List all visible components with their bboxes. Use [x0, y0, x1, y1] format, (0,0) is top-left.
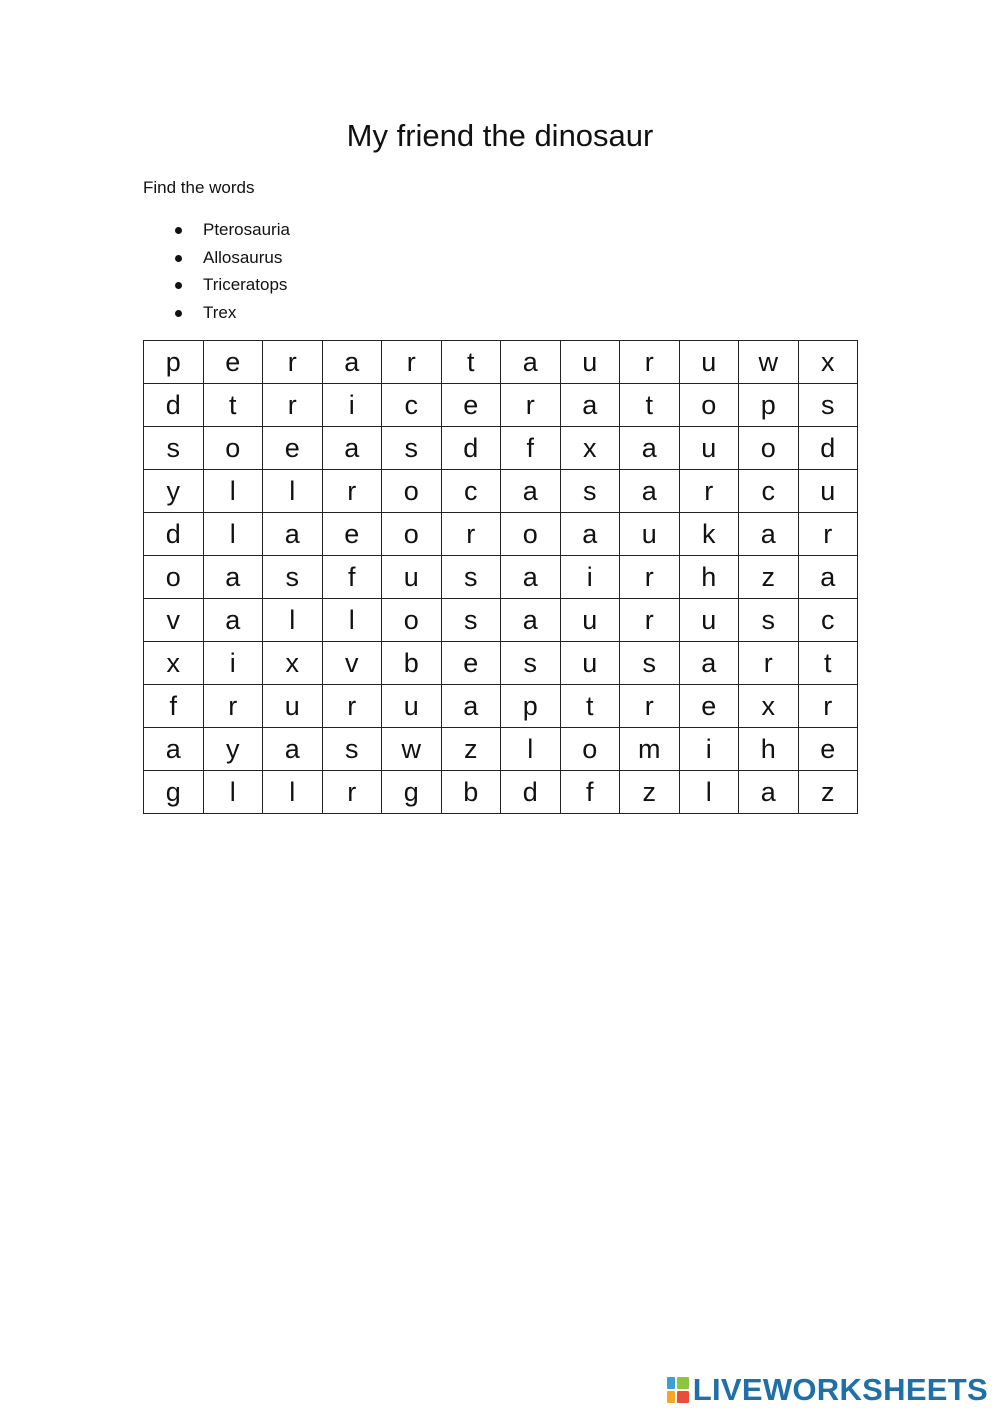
- grid-cell[interactable]: e: [441, 642, 501, 685]
- grid-cell[interactable]: r: [798, 685, 858, 728]
- grid-cell[interactable]: b: [382, 642, 442, 685]
- grid-cell[interactable]: a: [620, 427, 680, 470]
- word-label: Trex: [203, 302, 237, 322]
- grid-cell[interactable]: b: [441, 771, 501, 814]
- word-list-item: [0, 301, 290, 329]
- worksheet-title: My friend the dinosaur: [346, 118, 654, 153]
- grid-cell[interactable]: x: [739, 685, 799, 728]
- bullet-icon: [175, 282, 182, 289]
- grid-cell[interactable]: s: [144, 427, 204, 470]
- grid-cell[interactable]: g: [144, 771, 204, 814]
- grid-cell[interactable]: r: [501, 384, 561, 427]
- grid-cell[interactable]: o: [501, 513, 561, 556]
- grid-cell[interactable]: r: [620, 556, 680, 599]
- grid-cell[interactable]: e: [679, 685, 739, 728]
- word-list-item: [0, 273, 290, 301]
- grid-cell[interactable]: a: [501, 556, 561, 599]
- grid-cell[interactable]: e: [441, 384, 501, 427]
- grid-cell[interactable]: k: [679, 513, 739, 556]
- grid-cell[interactable]: l: [203, 513, 263, 556]
- grid-cell[interactable]: x: [798, 341, 858, 384]
- grid-cell[interactable]: a: [441, 685, 501, 728]
- grid-row: [144, 470, 858, 513]
- logo-block-1: [667, 1377, 675, 1389]
- grid-cell[interactable]: r: [620, 685, 680, 728]
- grid-cell[interactable]: u: [382, 556, 442, 599]
- grid-cell[interactable]: x: [144, 642, 204, 685]
- grid-row: [144, 341, 858, 384]
- grid-cell[interactable]: c: [739, 470, 799, 513]
- grid-cell[interactable]: e: [322, 513, 382, 556]
- word-list: [0, 218, 290, 328]
- grid-cell[interactable]: o: [679, 384, 739, 427]
- grid-cell[interactable]: e: [203, 341, 263, 384]
- grid-cell[interactable]: w: [739, 341, 799, 384]
- word-label: Triceratops: [203, 275, 288, 294]
- grid-cell[interactable]: r: [798, 513, 858, 556]
- grid-cell[interactable]: r: [620, 341, 680, 384]
- grid-cell[interactable]: z: [739, 556, 799, 599]
- grid-cell[interactable]: i: [322, 384, 382, 427]
- grid-cell[interactable]: s: [798, 384, 858, 427]
- grid-cell[interactable]: s: [322, 728, 382, 771]
- grid-cell[interactable]: l: [263, 771, 323, 814]
- word-label: Allosaurus: [203, 247, 283, 267]
- grid-row: [144, 685, 858, 728]
- grid-cell[interactable]: o: [739, 427, 799, 470]
- grid-cell[interactable]: t: [203, 384, 263, 427]
- grid-cell[interactable]: t: [620, 384, 680, 427]
- grid-cell[interactable]: a: [798, 556, 858, 599]
- grid-cell[interactable]: z: [620, 771, 680, 814]
- grid-cell[interactable]: a: [144, 728, 204, 771]
- grid-cell[interactable]: p: [501, 685, 561, 728]
- word-label: Pterosauria: [203, 220, 290, 239]
- grid-cell[interactable]: z: [441, 728, 501, 771]
- grid-cell[interactable]: o: [203, 427, 263, 470]
- grid-cell[interactable]: u: [560, 599, 620, 642]
- bullet-icon: [175, 227, 182, 234]
- grid-cell[interactable]: o: [382, 513, 442, 556]
- grid-cell[interactable]: x: [263, 642, 323, 685]
- grid-cell[interactable]: u: [560, 341, 620, 384]
- grid-cell[interactable]: r: [322, 771, 382, 814]
- grid-cell[interactable]: a: [560, 513, 620, 556]
- grid-cell[interactable]: a: [560, 384, 620, 427]
- grid-cell[interactable]: f: [501, 427, 561, 470]
- grid-cell[interactable]: t: [441, 341, 501, 384]
- grid-cell[interactable]: a: [739, 513, 799, 556]
- grid-cell[interactable]: h: [679, 556, 739, 599]
- grid-cell[interactable]: p: [144, 341, 204, 384]
- grid-cell[interactable]: o: [382, 599, 442, 642]
- grid-cell[interactable]: c: [382, 384, 442, 427]
- grid-cell[interactable]: r: [322, 685, 382, 728]
- grid-cell[interactable]: y: [144, 470, 204, 513]
- grid-cell[interactable]: a: [501, 599, 561, 642]
- grid-cell[interactable]: w: [382, 728, 442, 771]
- bullet-icon: [175, 255, 182, 262]
- grid-row: [144, 599, 858, 642]
- grid-cell[interactable]: z: [798, 771, 858, 814]
- grid-cell[interactable]: u: [620, 513, 680, 556]
- grid-cell[interactable]: i: [203, 642, 263, 685]
- grid-cell[interactable]: a: [620, 470, 680, 513]
- grid-cell[interactable]: a: [739, 771, 799, 814]
- grid-cell[interactable]: l: [263, 599, 323, 642]
- grid-cell[interactable]: r: [322, 470, 382, 513]
- grid-cell[interactable]: l: [203, 771, 263, 814]
- grid-cell[interactable]: t: [560, 685, 620, 728]
- grid-cell[interactable]: s: [560, 470, 620, 513]
- grid-cell[interactable]: o: [560, 728, 620, 771]
- grid-cell[interactable]: r: [620, 599, 680, 642]
- grid-row: [144, 642, 858, 685]
- grid-cell[interactable]: a: [263, 513, 323, 556]
- word-list-item: [0, 246, 290, 274]
- word-list-item: [0, 218, 290, 246]
- logo-mark-icon: [667, 1377, 689, 1403]
- grid-cell[interactable]: a: [679, 642, 739, 685]
- instruction-text: Find the words: [143, 178, 255, 197]
- grid-cell[interactable]: u: [798, 470, 858, 513]
- grid-row: [144, 513, 858, 556]
- grid-cell[interactable]: r: [739, 642, 799, 685]
- grid-cell[interactable]: t: [798, 642, 858, 685]
- grid-cell[interactable]: d: [501, 771, 561, 814]
- grid-cell[interactable]: s: [501, 642, 561, 685]
- logo-text: LIVEWORKSHEETS: [692, 1372, 988, 1407]
- grid-cell[interactable]: l: [263, 470, 323, 513]
- grid-cell[interactable]: a: [263, 728, 323, 771]
- grid-cell[interactable]: a: [501, 470, 561, 513]
- grid-cell[interactable]: e: [263, 427, 323, 470]
- grid-cell[interactable]: r: [263, 341, 323, 384]
- grid-cell[interactable]: u: [382, 685, 442, 728]
- grid-cell[interactable]: p: [739, 384, 799, 427]
- grid-cell[interactable]: d: [798, 427, 858, 470]
- grid-cell[interactable]: f: [322, 556, 382, 599]
- grid-cell[interactable]: u: [560, 642, 620, 685]
- grid-cell[interactable]: r: [441, 513, 501, 556]
- grid-cell[interactable]: i: [560, 556, 620, 599]
- grid-cell[interactable]: s: [441, 556, 501, 599]
- grid-cell[interactable]: r: [263, 384, 323, 427]
- grid-cell[interactable]: l: [203, 470, 263, 513]
- grid-cell[interactable]: r: [203, 685, 263, 728]
- bullet-icon: [175, 310, 182, 317]
- grid-cell[interactable]: a: [322, 427, 382, 470]
- grid-cell[interactable]: c: [441, 470, 501, 513]
- grid-cell[interactable]: a: [322, 341, 382, 384]
- grid-cell[interactable]: h: [739, 728, 799, 771]
- grid-cell[interactable]: s: [620, 642, 680, 685]
- grid-cell[interactable]: u: [263, 685, 323, 728]
- grid-cell[interactable]: a: [203, 556, 263, 599]
- grid-cell[interactable]: s: [441, 599, 501, 642]
- grid-cell[interactable]: u: [679, 427, 739, 470]
- grid-cell[interactable]: d: [144, 513, 204, 556]
- grid-cell[interactable]: d: [441, 427, 501, 470]
- grid-cell[interactable]: o: [144, 556, 204, 599]
- grid-cell[interactable]: v: [144, 599, 204, 642]
- grid-cell[interactable]: x: [560, 427, 620, 470]
- grid-cell[interactable]: l: [501, 728, 561, 771]
- grid-row: [144, 427, 858, 470]
- grid-cell[interactable]: l: [679, 771, 739, 814]
- grid-cell[interactable]: u: [679, 599, 739, 642]
- grid-cell[interactable]: a: [501, 341, 561, 384]
- grid-cell[interactable]: s: [739, 599, 799, 642]
- grid-cell[interactable]: f: [144, 685, 204, 728]
- grid-cell[interactable]: s: [263, 556, 323, 599]
- grid-row: [144, 556, 858, 599]
- grid-cell[interactable]: m: [620, 728, 680, 771]
- grid-cell[interactable]: v: [322, 642, 382, 685]
- grid-row: [144, 384, 858, 427]
- grid-cell[interactable]: f: [560, 771, 620, 814]
- grid-cell[interactable]: e: [798, 728, 858, 771]
- grid-cell[interactable]: c: [798, 599, 858, 642]
- logo-block-2: [677, 1377, 689, 1389]
- grid-cell[interactable]: u: [679, 341, 739, 384]
- grid-cell[interactable]: o: [382, 470, 442, 513]
- logo-block-3: [667, 1391, 675, 1403]
- grid-cell[interactable]: r: [382, 341, 442, 384]
- grid-cell[interactable]: r: [679, 470, 739, 513]
- word-search-grid: [143, 340, 858, 814]
- grid-cell[interactable]: i: [679, 728, 739, 771]
- liveworksheets-logo: [667, 1372, 988, 1408]
- logo-block-4: [677, 1391, 689, 1403]
- grid-cell[interactable]: l: [322, 599, 382, 642]
- grid-cell[interactable]: y: [203, 728, 263, 771]
- grid-cell[interactable]: d: [144, 384, 204, 427]
- grid-cell[interactable]: s: [382, 427, 442, 470]
- grid-row: [144, 728, 858, 771]
- grid-cell[interactable]: a: [203, 599, 263, 642]
- grid-cell[interactable]: g: [382, 771, 442, 814]
- grid-row: [144, 771, 858, 814]
